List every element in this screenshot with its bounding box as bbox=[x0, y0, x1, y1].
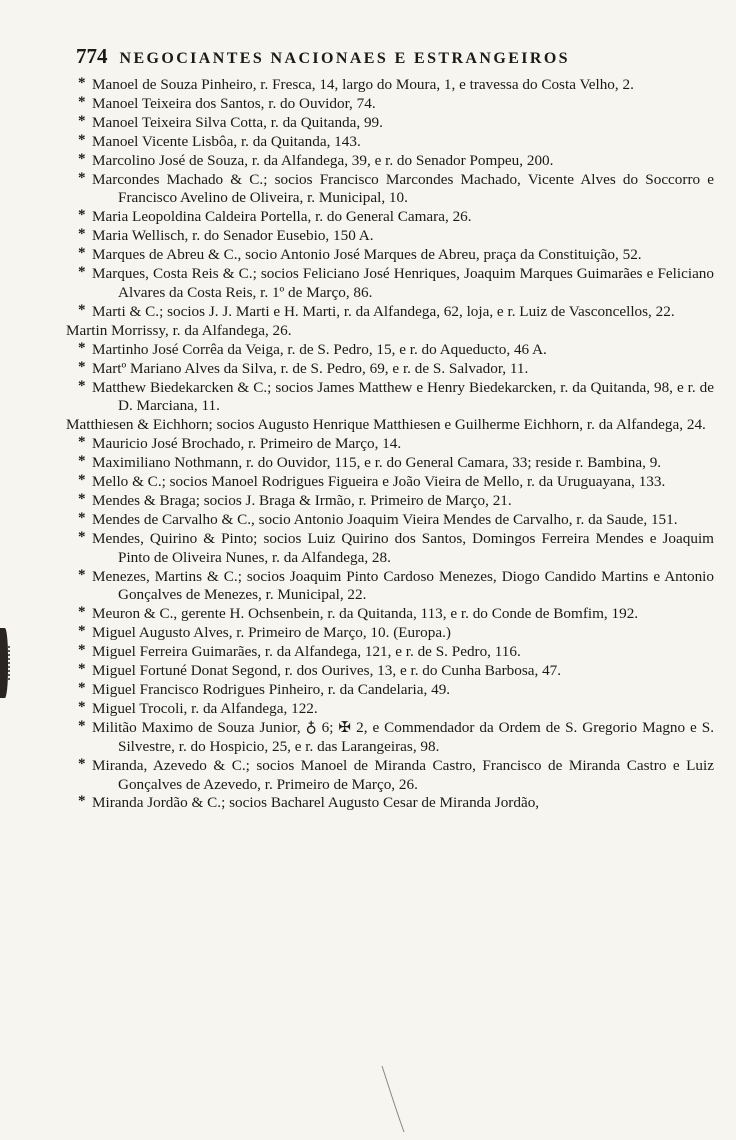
directory-entry bbox=[78, 246, 714, 265]
binding-stain bbox=[0, 628, 8, 698]
directory-entry bbox=[78, 379, 714, 417]
entry-text: Marques de Abreu & C., socio Antonio José Marques de Abreu, praça da Constituição, 52. bbox=[92, 246, 642, 264]
running-title: NEGOCIANTES NACIONAES E ESTRANGEIROS bbox=[119, 50, 570, 67]
entry-text: Matthew Biedekarcken & C.; socios James Matthew e Henry Biedekarcken, r. da Quitanda, 98, e r. de D. Marciana, 11. bbox=[92, 378, 714, 415]
directory-entry bbox=[78, 341, 714, 360]
entry-text: Marcolino José de Souza, r. da Alfandega, 39, e r. do Senador Pompeu, 200. bbox=[92, 151, 554, 169]
directory-entry bbox=[78, 265, 714, 303]
entry-text: Miguel Augusto Alves, r. Primeiro de Março, 10. (Europa.) bbox=[92, 624, 451, 642]
directory-entry bbox=[78, 757, 714, 795]
entry-text: Martinho José Corrêa da Veiga, r. de S. Pedro, 15, e r. do Aqueducto, 46 A. bbox=[92, 340, 547, 358]
directory-entry bbox=[78, 227, 714, 246]
entry-text: Menezes, Martins & C.; socios Joaquim Pinto Cardoso Menezes, Diogo Candido Martins e Antonio Gonçalves de Menezes, r. Municipal, 22. bbox=[92, 567, 714, 604]
entry-text: Matthiesen & Eichhorn; socios Augusto Henrique Matthiesen e Guilherme Eichhorn, r. da Alfandega, 24. bbox=[66, 416, 706, 434]
directory-entries bbox=[66, 76, 714, 813]
directory-entry bbox=[78, 114, 714, 133]
entry-text: Miranda, Azevedo & C.; socios Manoel de Miranda Castro, Francisco de Miranda Castro e Luiz Gonçalves de Azevedo, r. Primeiro de Março, 26. bbox=[92, 756, 714, 793]
directory-entry bbox=[78, 454, 714, 473]
directory-entry bbox=[78, 511, 714, 530]
entry-text: Manoel Teixeira dos Santos, r. do Ouvidor, 74. bbox=[92, 94, 376, 112]
binding-thread bbox=[8, 646, 14, 680]
directory-entry bbox=[78, 133, 714, 152]
pencil-mark bbox=[378, 1064, 408, 1134]
entry-text: Maria Wellisch, r. do Senador Eusebio, 150 A. bbox=[92, 227, 374, 245]
directory-entry bbox=[78, 719, 714, 757]
directory-entry bbox=[78, 700, 714, 719]
entry-text: Martin Morrissy, r. da Alfandega, 26. bbox=[66, 321, 292, 339]
directory-entry bbox=[78, 95, 714, 114]
directory-entry bbox=[78, 794, 714, 813]
entry-text: Mendes & Braga; socios J. Braga & Irmão, r. Primeiro de Março, 21. bbox=[92, 491, 512, 509]
entry-text: Miguel Ferreira Guimarães, r. da Alfandega, 121, e r. de S. Pedro, 116. bbox=[92, 643, 521, 661]
entry-text: Manoel de Souza Pinheiro, r. Fresca, 14, largo do Moura, 1, e travessa do Costa Velho, 2. bbox=[92, 76, 634, 93]
directory-entry bbox=[78, 76, 714, 95]
page-header bbox=[76, 44, 716, 70]
page-number: 774 bbox=[76, 44, 108, 68]
directory-entry bbox=[78, 492, 714, 511]
directory-entry bbox=[66, 321, 714, 341]
directory-entry bbox=[78, 171, 714, 209]
directory-entry bbox=[78, 568, 714, 606]
entry-text: Miranda Jordão & C.; socios Bacharel Augusto Cesar de Miranda Jordão, bbox=[92, 794, 540, 812]
directory-entry bbox=[78, 624, 714, 643]
directory-entry bbox=[78, 208, 714, 227]
directory-entry bbox=[78, 662, 714, 681]
directory-entry bbox=[78, 530, 714, 568]
directory-entry bbox=[78, 605, 714, 624]
entry-text: Meuron & C., gerente H. Ochsenbein, r. da Quitanda, 113, e r. do Conde de Bomfim, 192. bbox=[92, 605, 639, 623]
entry-text: Militão Maximo de Souza Junior, ♁ 6; ✠ 2, e Commendador da Ordem de S. Gregorio Magno e S. Silvestre, r. do Hospicio, 25, e r. das Larangeiras, 98. bbox=[92, 718, 714, 755]
entry-text: Mello & C.; socios Manoel Rodrigues Figueira e João Vieira de Mello, r. da Uruguayana, 133. bbox=[92, 473, 666, 491]
entry-text: Mendes de Carvalho & C., socio Antonio Joaquim Vieira Mendes de Carvalho, r. da Saude, 151. bbox=[92, 510, 678, 528]
directory-entry bbox=[78, 360, 714, 379]
entry-text: Martº Mariano Alves da Silva, r. de S. Pedro, 69, e r. de S. Salvador, 11. bbox=[92, 359, 529, 377]
directory-entry bbox=[78, 435, 714, 454]
directory-entry bbox=[78, 681, 714, 700]
entry-text: Maria Leopoldina Caldeira Portella, r. do General Camara, 26. bbox=[92, 208, 472, 226]
entry-text: Marques, Costa Reis & C.; socios Feliciano José Henriques, Joaquim Marques Guimarães e Feliciano Alvares da Costa Reis, r. 1º de Março, 86. bbox=[92, 265, 714, 301]
directory-entry bbox=[66, 416, 714, 435]
directory-entry bbox=[78, 303, 714, 322]
entry-text: Marti & C.; socios J. J. Marti e H. Marti, r. da Alfandega, 62, loja, e r. Luiz de Vasconcellos, 22. bbox=[92, 302, 675, 320]
directory-entry bbox=[78, 643, 714, 662]
directory-entry bbox=[78, 473, 714, 492]
entry-text: Miguel Trocoli, r. da Alfandega, 122. bbox=[92, 699, 318, 717]
entry-text: Mauricio José Brochado, r. Primeiro de Março, 14. bbox=[92, 435, 402, 453]
entry-text: Mendes, Quirino & Pinto; socios Luiz Quirino dos Santos, Domingos Ferreira Mendes e Joaquim Pinto de Oliveira Nunes, r. da Alfandega, 28. bbox=[92, 529, 714, 566]
entry-text: Maximiliano Nothmann, r. do Ouvidor, 115, e r. do General Camara, 33; reside r. Bambina, 9. bbox=[92, 454, 662, 472]
entry-text: Manoel Teixeira Silva Cotta, r. da Quitanda, 99. bbox=[92, 113, 383, 131]
entry-text: Manoel Vicente Lisbôa, r. da Quitanda, 143. bbox=[92, 132, 361, 150]
entry-text: Marcondes Machado & C.; socios Francisco Marcondes Machado, Vicente Alves do Soccorro e Francisco Avelino de Oliveira, r. Municipal, 10. bbox=[92, 170, 714, 207]
directory-entry bbox=[78, 152, 714, 171]
entry-text: Miguel Fortuné Donat Segond, r. dos Ourives, 13, e r. do Cunha Barbosa, 47. bbox=[92, 662, 562, 680]
entry-text: Miguel Francisco Rodrigues Pinheiro, r. da Candelaria, 49. bbox=[92, 681, 451, 698]
